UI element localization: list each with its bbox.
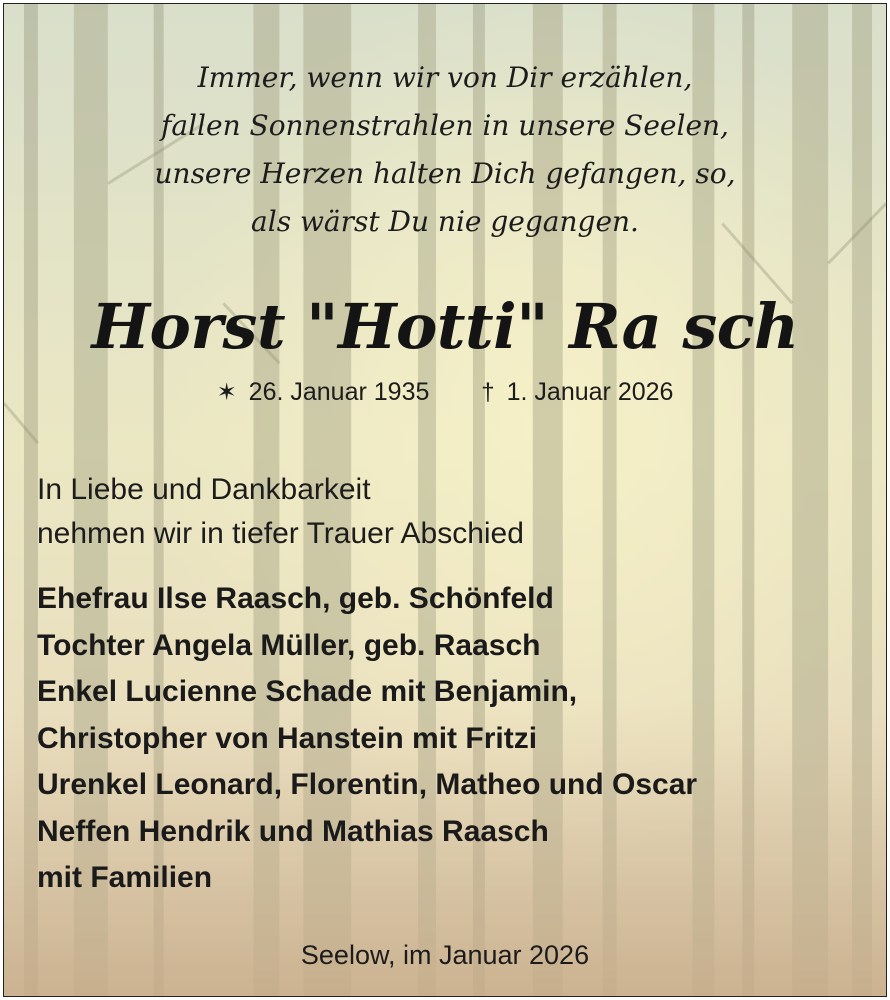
mourner-line: Neffen Hendrik und Mathias Raasch (37, 814, 549, 848)
mourner-line: Enkel Lucienne Schade mit Benjamin, (37, 675, 578, 708)
birth-star-icon: ✶ (216, 379, 237, 406)
mourner-line: Urenkel Leonard, Florentin, Matheo und Oscar (37, 768, 698, 801)
death-date: 1. Januar 2026 (506, 378, 674, 406)
poem-line: Immer, wenn wir von Dir erzählen, (197, 61, 693, 94)
birth-date: 26. Januar 1935 (248, 378, 430, 406)
mourner-line: mit Familien (37, 861, 213, 894)
mourner-line: Tochter Angela Müller, geb. Raasch (37, 628, 541, 662)
obituary-notice (3, 3, 887, 997)
poem-line: unsere Herzen halten Dich gefangen, so, (154, 157, 736, 190)
place-and-date: Seelow, im Januar 2026 (300, 940, 590, 970)
deceased-name: Horst "Hotti" Ra sch (91, 290, 799, 363)
poem-line: fallen Sonnenstrahlen in unsere Seelen, (161, 109, 729, 142)
mourners-list (37, 576, 697, 902)
mourner-line: Christopher von Hanstein mit Fritzi (37, 721, 538, 755)
mourner-line: Ehefrau Ilse Raasch, geb. Schönfeld (37, 582, 554, 615)
poem-verse (4, 54, 886, 246)
intro-line: nehmen wir in tiefer Trauer Abschied (37, 517, 524, 550)
death-cross-icon: † (481, 379, 495, 406)
life-dates (4, 372, 886, 413)
intro-line: In Liebe und Dankbarkeit (37, 473, 371, 506)
farewell-intro (37, 468, 524, 556)
poem-line: als wärst Du nie gegangen. (251, 205, 639, 238)
